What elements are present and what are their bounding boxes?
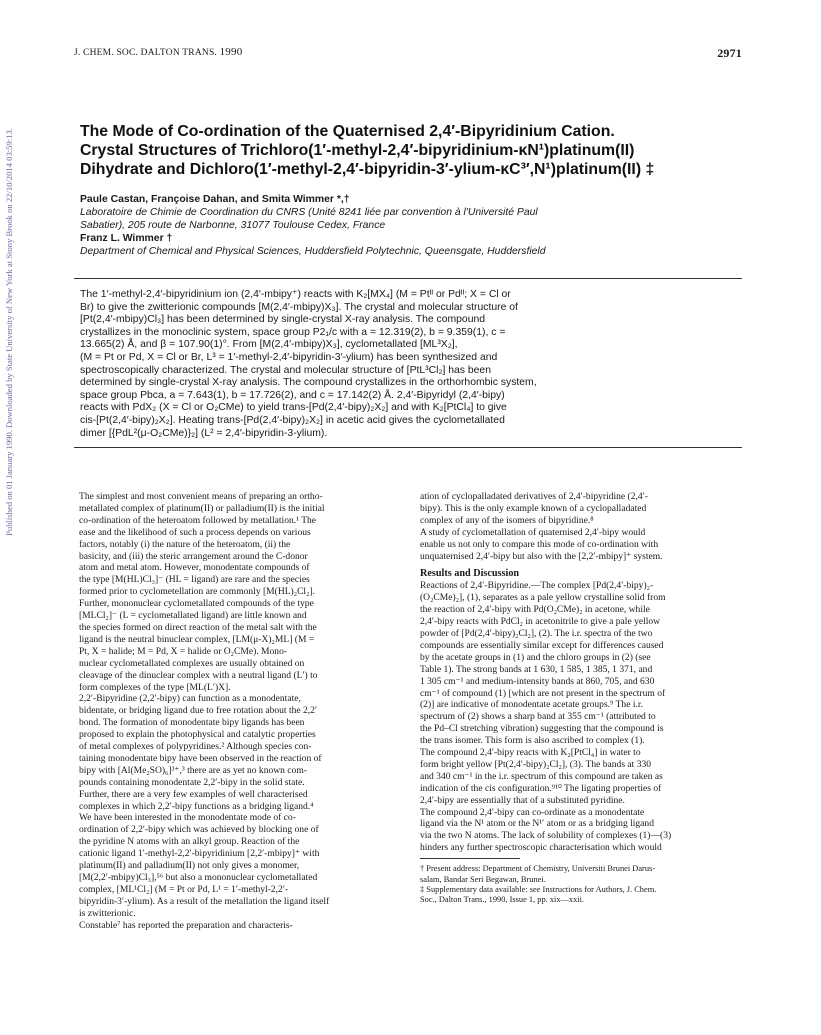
title-line: The Mode of Co-ordination of the Quaternised 2,4′-Bipyridinium Cation. <box>80 123 615 140</box>
body-line: via the two N atoms. The lack of solubility of complexes (1)—(3) <box>420 830 672 842</box>
body-line: the species formed on direct reaction of the metal salt with the <box>79 621 317 633</box>
affiliation-line: Laboratoire de Chimie de Coordination du CNRS (Unité 8241 liée par convention à l'Université Paul <box>80 207 538 218</box>
body-line: bipy with [Al(Me₂SO)₆]³⁺,³ there are as yet no known com- <box>79 764 307 776</box>
journal-citation <box>74 46 242 58</box>
body-line: complex of any of the isomers of bipyridine.⁸ <box>420 514 594 526</box>
body-line: compounds are essentially similar except for differences caused <box>420 639 664 651</box>
body-line: form bright yellow [Pt(2,4′-bipy)₂Cl₂], (3). The bands at 330 <box>420 758 652 770</box>
body-line: co-ordination of the heteroatom followed by metallation.¹ The <box>79 514 317 526</box>
body-line: metallated complex of platinum(II) or palladium(II) is the initial <box>79 502 325 514</box>
body-line: pounds containing monodentate 2,2′-bipy in the solid state. <box>79 776 305 788</box>
body-line: ation of cyclopalladated derivatives of 2,4′-bipyridine (2,4′- <box>420 491 648 502</box>
body-line: nuclear cyclometallated complexes are usually obtained on <box>79 657 305 669</box>
journal-name: J. CHEM. SOC. DALTON TRANS. <box>74 48 218 58</box>
download-notice <box>2 12 16 652</box>
body-line: form complexes of the type [ML(L′)X]. <box>79 681 231 693</box>
body-line: 2,4′-bipy reacts with PdCl₂ in acetonitrile to give a pale yellow <box>420 616 661 628</box>
body-line: factors, notably (i) the nature of the heteroatom, (ii) the <box>79 538 291 550</box>
body-line: ligand is the neutral binuclear complex, [LM(μ-X)₂ML] (M = <box>79 633 315 645</box>
body-line: the type [M(HL)Cl₃]⁻ (HL = ligand) are rare and the species <box>79 574 310 586</box>
author-names-1: Paule Castan, Françoise Dahan, and Smita Wimmer *,† <box>80 194 350 205</box>
body-line: powder of [Pd(2,4′-bipy)₂Cl₂], (2). The i.r. spectra of the two <box>420 627 653 639</box>
abstract-line: The 1′-methyl-2,4′-bipyridinium ion (2,4′-mbipy⁺) reacts with K₂[MX₄] (M = Ptᴵᴵ or Pdᴵᴵ; X = Cl or <box>80 289 511 300</box>
abstract-line: 13.665(2) Å, and β = 107.90(1)°. From [M(2,4′-mbipy)X₃], cyclometallated [ML³X₂], <box>80 339 458 351</box>
body-line: cleavage of the dinuclear complex with a neutral ligand (L′) to <box>79 669 318 681</box>
body-line: bipyridin-3′-ylium). As a result of the metallation the ligand itself <box>79 895 330 907</box>
author-names-2: Franz L. Wimmer † <box>80 233 173 244</box>
body-line: the pyridine N atoms with an alkyl group. Reaction of the <box>79 836 300 848</box>
body-line: and 340 cm⁻¹ in the i.r. spectrum of this compound are taken as <box>420 770 663 782</box>
body-line: proposed to explain the photophysical and catalytic properties <box>79 729 316 741</box>
body-line: cationic ligand 1′-methyl-2,2′-bipyridinium [2,2′-mbipy]⁺ with <box>79 848 320 860</box>
body-line: hinders any further spectroscopic characterisation which would <box>420 842 662 854</box>
body-line: unquaternised 2,4′-bipy but also with the [2,2′-mbipy]⁺ system. <box>420 550 663 562</box>
body-line: ordination of 2,2′-bipy which was achieved by blocking one of <box>79 824 319 836</box>
body-line: the Pd–Cl stretching vibration) suggesting that the compound is <box>420 723 664 735</box>
body-line: indication of the cis configuration.⁹¹⁰ The ligating properties of <box>420 782 662 794</box>
title-line: Dihydrate and Dichloro(1′-methyl-2,4′-bipyridin-3′-ylium-κC³′,N¹)platinum(II) ‡ <box>80 161 655 178</box>
body-line: Further, there are a very few examples of well characterised <box>79 788 308 800</box>
page-number: 2971 <box>717 46 742 60</box>
body-line: enable us not only to compare this mode of co-ordination with <box>420 538 659 550</box>
abstract-line: crystallizes in the monoclinic system, space group P2₁/c with a = 12.319(2), b = 9.359(1), c = <box>80 326 506 338</box>
footnote-rule <box>420 858 520 859</box>
body-line: (2)] are indicative of monodentate acetate groups.⁹ The i.r. <box>420 699 643 711</box>
abstract-line: spectroscopically characterized. The crystal and molecular structure of [PtL³Cl₂] has been <box>80 364 491 376</box>
body-line: taining monodentate bipy have been observed in the reaction of <box>79 752 322 764</box>
body-line: atom and metal atom. However, monodentate compounds of <box>79 562 310 574</box>
body-line: The simplest and most convenient means of preparing an ortho- <box>79 491 323 502</box>
body-line: (O₂CMe)₂], (1), separates as a pale yellow crystalline solid from <box>420 592 666 604</box>
section-heading: Results and Discussion <box>420 568 520 580</box>
body-line: 2,4′-bipy are essentially that of a substituted pyridine. <box>420 794 625 806</box>
body-line: 2,2′-Bipyridine (2,2′-bipy) can function as a monodentate, <box>79 693 301 705</box>
footnote-line: salam, Bandar Seri Begawan, Brunei. <box>420 874 546 884</box>
affiliation-2: Department of Chemical and Physical Sciences, Huddersfield Polytechnic, Queensgate, Huddersfield <box>80 246 546 257</box>
body-line: Table 1). The strong bands at 1 630, 1 585, 1 385, 1 371, and <box>420 663 653 675</box>
body-line: platinum(II) and palladium(II) not only gives a monomer, <box>79 860 300 872</box>
body-line: cm⁻¹ of compound (1) [which are not present in the spectrum of <box>420 687 666 699</box>
body-line: of metal complexes of polypyridines.² Although species con- <box>79 741 312 753</box>
body-line: by the acetate groups in (1) and the chloro groups in (2) (see <box>420 651 651 663</box>
body-line: We have been interested in the monodentate mode of co- <box>79 812 296 824</box>
abstract-line: cis-[Pt(2,4′-bipy)₂X₂]. Heating trans-[Pd(2,4′-bipy)₂X₂] in acetic acid gives the cyclometallated <box>80 414 505 426</box>
body-line: is zwitterionic. <box>79 907 136 919</box>
abstract-line: Br) to give the zwitterionic compounds [M(2,4′-mbipy)X₃]. The crystal and molecular structure of <box>80 301 518 313</box>
body-line: Pt, X = halide; M = Pd, X = halide or O₂CMe). Mono- <box>79 645 288 657</box>
author-block <box>80 193 740 258</box>
footnote-line: † Present address: Department of Chemistry, Universiti Brunei Darus- <box>420 864 656 874</box>
body-line: complexes in which 2,2′-bipy functions as a bridging ligand.⁴ <box>79 800 314 812</box>
body-line: basicity, and (iii) the steric arrangement around the C-donor <box>79 550 308 562</box>
affiliation-line: Sabatier), 205 route de Narbonne, 31077 Toulouse Cedex, France <box>80 220 386 231</box>
body-line: The compound 2,4′-bipy reacts with K₂[PtCl₄] in water to <box>420 747 641 759</box>
body-line: A study of cyclometallation of quaternised 2,4′-bipy would <box>420 526 646 538</box>
right-column <box>420 491 748 906</box>
title-line: Crystal Structures of Trichloro(1′-methyl-2,4′-bipyridinium-κN¹)platinum(II) <box>80 142 635 159</box>
body-line: bipy). This is the only example known of a cyclopalladated <box>420 502 647 514</box>
body-line: the trans isomer. This form is also ascribed to complex (1). <box>420 735 645 747</box>
abstract-top-rule <box>74 278 742 279</box>
abstract-line: dimer [{PdL²(μ-O₂CMe)}₂] (L² = 2,4′-bipyridin-3-ylium). <box>80 427 328 439</box>
abstract-line: reacts with PdX₂ (X = Cl or O₂CMe) to yield trans-[Pd(2,4′-bipy)₂X₂] and with K₂[PtCl₄] to give <box>80 402 507 414</box>
body-line: [MLCl₂]⁻ (L = cyclometallated ligand) are little known and <box>79 610 307 622</box>
body-line: 1 305 cm⁻¹ and medium-intensity bands at 860, 705, and 630 <box>420 675 655 687</box>
body-line: Constable⁷ has reported the preparation and characteris- <box>79 919 293 931</box>
body-line: formed prior to cyclometellation are commonly [M(HL)₂Cl₂]. <box>79 586 315 598</box>
journal-year: 1990 <box>219 46 243 58</box>
footnote-line: ‡ Supplementary data available: see Instructions for Authors, J. Chem. <box>420 885 657 894</box>
abstract-line: (M = Pt or Pd, X = Cl or Br, L³ = 1′-methyl-2,4′-bipyridin-3′-ylium) has been synthesized and <box>80 351 498 363</box>
body-line: bidentate, or bridging ligand due to free rotation about the 2,2′ <box>79 705 318 717</box>
body-line: Further, mononuclear cyclometallated compounds of the type <box>79 598 314 610</box>
body-line: ligand via the N¹ atom or the N¹′ atom or as a bridging ligand <box>420 818 654 830</box>
article-title <box>80 122 740 179</box>
body-line: complex, [ML¹Cl₂] (M = Pt or Pd, L¹ = 1′-methyl-2,2′- <box>79 883 289 895</box>
abstract <box>80 289 735 440</box>
abstract-line: space group Pbca, a = 7.643(1), b = 17.726(2), and c = 17.142(2) Å. 2,4′-Bipyridyl (2,4′-bipy) <box>80 389 505 401</box>
body-line: The compound 2,4′-bipy can co-ordinate as a monodentate <box>420 806 645 818</box>
footnote-line: Soc., Dalton Trans., 1990, Issue 1, pp. xix—xxii. <box>420 895 585 905</box>
abstract-line: determined by single-crystal X-ray analysis. The compound crystallizes in the orthorhombic system, <box>80 377 537 389</box>
body-line: bond. The formation of monodentate bipy ligands has been <box>79 717 305 729</box>
body-line: [M(2,2′-mbipy)Cl₃],⁵⁶ but also a mononuclear cyclometallated <box>79 872 318 883</box>
body-line: ease and the likelihood of such a process depends on various <box>79 526 311 538</box>
body-line: the reaction of 2,4′-bipy with Pd(O₂CMe)₂ in acetone, while <box>420 604 650 616</box>
left-column <box>79 491 407 932</box>
abstract-bottom-rule <box>74 447 742 448</box>
body-line: Reactions of 2,4′-Bipyridine.—The complex [Pd(2,4′-bipy)₂- <box>420 580 654 592</box>
download-notice-text: Published on 01 January 1990. Downloaded by State University of New York at Stony Brook on 22/10/2014 03:59:13. <box>4 128 14 536</box>
abstract-line: [Pt(2,4′-mbipy)Cl₃] has been determined by single-crystal X-ray analysis. The compound <box>80 314 486 326</box>
body-line: spectrum of (2) shows a sharp band at 355 cm⁻¹ (attributed to <box>420 711 656 723</box>
